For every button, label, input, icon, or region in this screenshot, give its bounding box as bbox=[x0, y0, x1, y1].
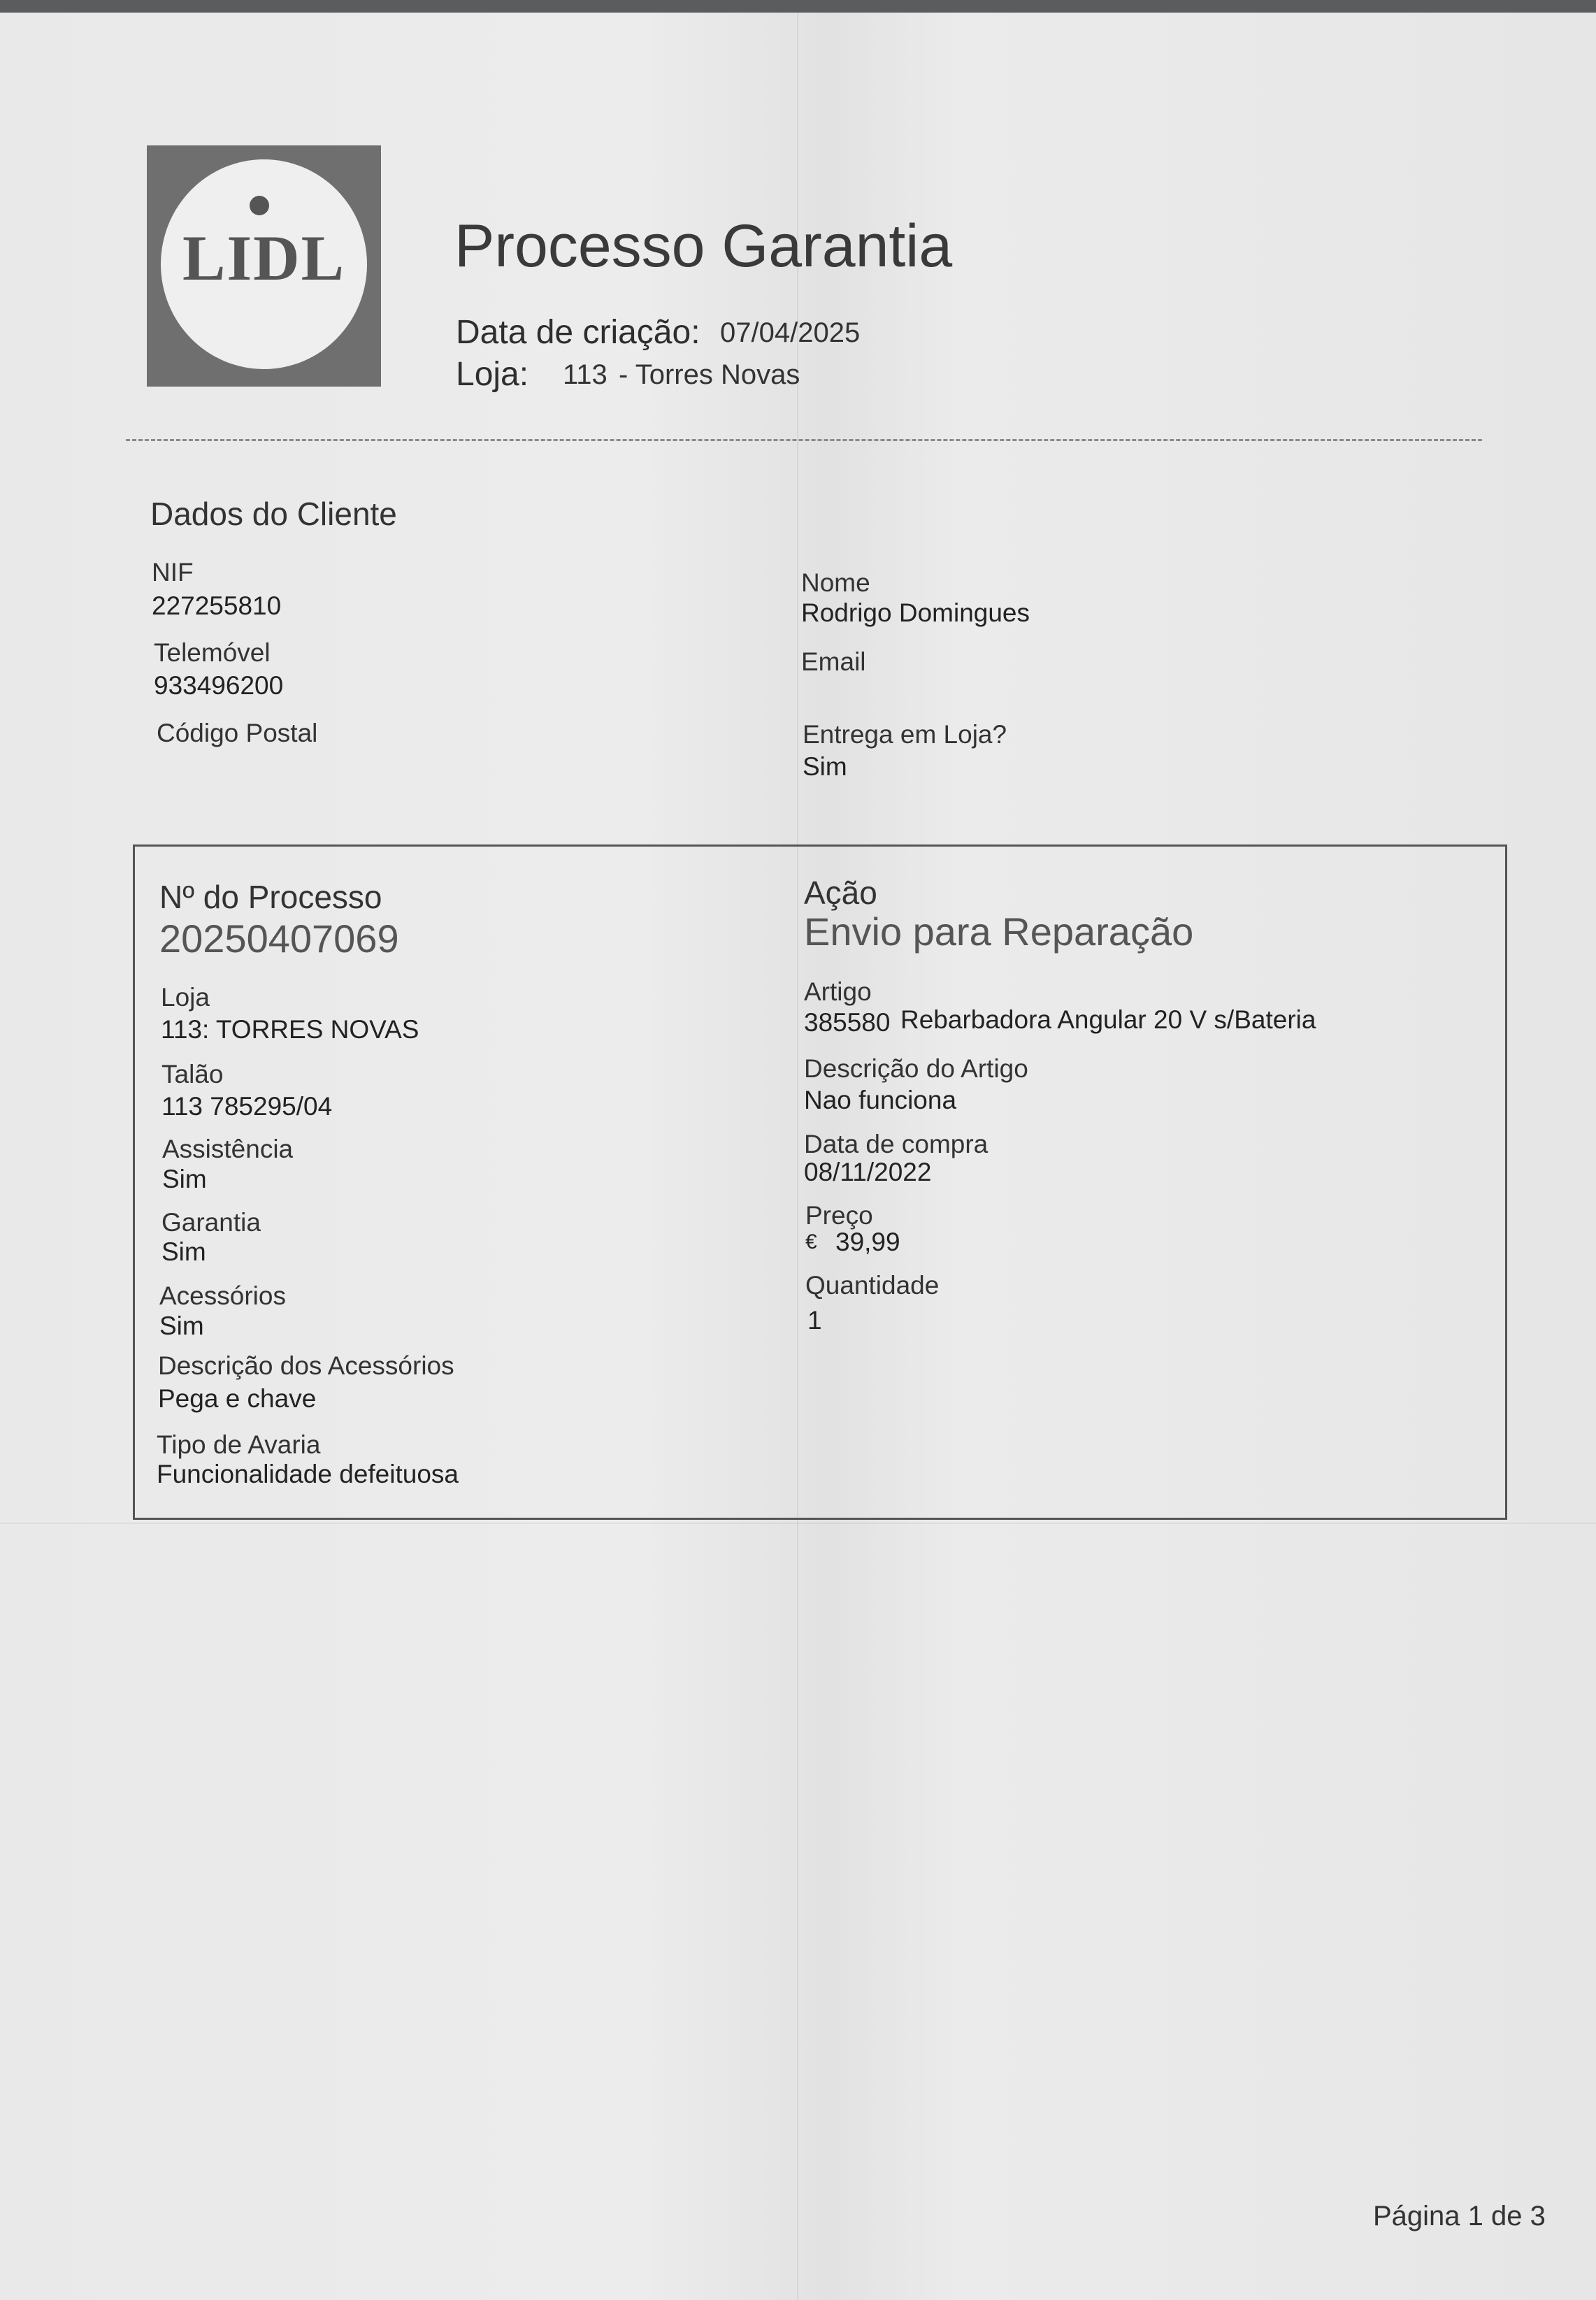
fold-line-horizontal bbox=[0, 1523, 1596, 1524]
quantity-value: 1 bbox=[807, 1306, 822, 1335]
phone-value: 933496200 bbox=[154, 671, 284, 700]
logo-circle bbox=[161, 159, 367, 369]
client-section-title: Dados do Cliente bbox=[150, 496, 397, 532]
logo-text: LIDL bbox=[182, 222, 345, 294]
price-currency: € bbox=[805, 1230, 817, 1253]
process-store-label: Loja bbox=[161, 983, 210, 1012]
fault-type-label: Tipo de Avaria bbox=[157, 1430, 321, 1459]
page-title: Processo Garantia bbox=[454, 213, 953, 280]
purchase-date-label: Data de compra bbox=[804, 1130, 988, 1158]
nif-value: 227255810 bbox=[152, 591, 282, 620]
process-number-label: Nº do Processo bbox=[159, 879, 382, 915]
article-desc-value: Nao funciona bbox=[804, 1086, 957, 1114]
assistance-value: Sim bbox=[162, 1165, 207, 1193]
article-desc-label: Descrição do Artigo bbox=[804, 1054, 1028, 1083]
logo-dot-icon bbox=[250, 196, 269, 215]
fault-type-value: Funcionalidade defeituosa bbox=[157, 1460, 459, 1488]
created-value: 07/04/2025 bbox=[720, 317, 861, 348]
action-value: Envio para Reparação bbox=[804, 910, 1194, 954]
delivery-value: Sim bbox=[803, 752, 847, 781]
postal-code-label: Código Postal bbox=[157, 719, 318, 747]
warranty-label: Garantia bbox=[161, 1208, 261, 1237]
name-value: Rodrigo Domingues bbox=[801, 598, 1030, 627]
receipt-value: 113 785295/04 bbox=[161, 1092, 333, 1121]
warranty-value: Sim bbox=[161, 1237, 206, 1266]
lidl-logo bbox=[147, 145, 381, 387]
accessories-desc-value: Pega e chave bbox=[158, 1384, 317, 1413]
receipt-label: Talão bbox=[161, 1060, 224, 1088]
name-label: Nome bbox=[801, 568, 870, 597]
email-label: Email bbox=[801, 647, 866, 676]
quantity-label: Quantidade bbox=[805, 1271, 940, 1300]
created-label: Data de criação: bbox=[456, 314, 700, 351]
price-label: Preço bbox=[805, 1201, 873, 1230]
process-store-value: 113: TORRES NOVAS bbox=[161, 1015, 419, 1044]
purchase-date-value: 08/11/2022 bbox=[804, 1158, 932, 1186]
delivery-label: Entrega em Loja? bbox=[803, 720, 1007, 749]
article-code: 385580 bbox=[804, 1008, 891, 1037]
store-number: 113 bbox=[563, 359, 608, 390]
price-value: 39,99 bbox=[835, 1228, 900, 1256]
accessories-label: Acessórios bbox=[159, 1281, 286, 1310]
dashed-separator bbox=[126, 439, 1482, 441]
action-label: Ação bbox=[804, 875, 877, 911]
process-number-value: 20250407069 bbox=[159, 917, 399, 961]
accessories-desc-label: Descrição dos Acessórios bbox=[158, 1351, 454, 1380]
store-label: Loja: bbox=[456, 356, 529, 393]
article-label: Artigo bbox=[804, 977, 872, 1006]
phone-label: Telemóvel bbox=[154, 638, 271, 667]
document-page bbox=[0, 13, 1596, 2300]
article-name: Rebarbadora Angular 20 V s/Bateria bbox=[900, 1005, 1316, 1034]
nif-label: NIF bbox=[152, 558, 194, 587]
accessories-value: Sim bbox=[159, 1311, 204, 1340]
store-name: - Torres Novas bbox=[619, 359, 800, 390]
page-number: Página 1 de 3 bbox=[1373, 2201, 1546, 2231]
assistance-label: Assistência bbox=[162, 1135, 294, 1163]
